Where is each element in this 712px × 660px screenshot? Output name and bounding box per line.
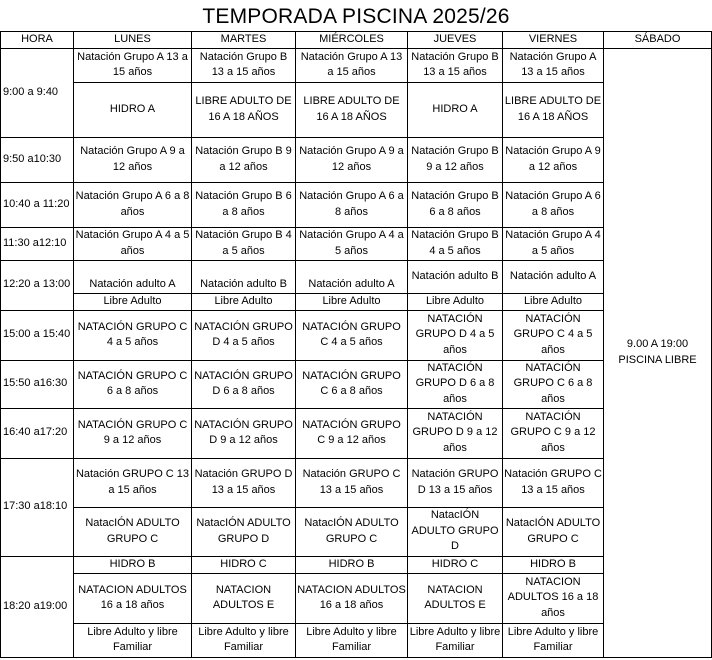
schedule-table: [0, 31, 712, 658]
schedule-cell: Natación adulto B: [408, 260, 503, 293]
hour-cell: 15:00 a 15:40: [1, 310, 74, 360]
schedule-cell: NatacIÓN ADULTO GRUPO C: [296, 507, 408, 556]
schedule-cell: Natación Grupo B 4 a 5 años: [192, 227, 296, 260]
header-cell: VIERNES: [503, 32, 604, 49]
schedule-cell: Natación Grupo B 9 a 12 años: [408, 137, 503, 182]
schedule-cell: Libre Adulto y libre Familiar: [503, 623, 604, 657]
schedule-cell: Natación Grupo A 9 a 12 años: [296, 137, 408, 182]
schedule-cell: LIBRE ADULTO DE 16 A 18 AÑOS: [296, 82, 408, 137]
schedule-cell: Libre Adulto: [408, 293, 503, 310]
header-cell: MIÉRCOLES: [296, 32, 408, 49]
schedule-cell: NATACIÓN GRUPO C 6 a 8 años: [503, 360, 604, 408]
schedule-cell: NATACIÓN GRUPO D 6 a 8 años: [408, 360, 503, 408]
schedule-cell: Libre Adulto: [296, 293, 408, 310]
schedule-cell: Natación GRUPO D 13 a 15 años: [192, 458, 296, 507]
schedule-cell: Natación Grupo A 4 a 5 años: [296, 227, 408, 260]
schedule-cell: Natación Grupo A 6 a 8 años: [296, 182, 408, 227]
schedule-cell: Natación Grupo B 13 a 15 años: [192, 48, 296, 82]
schedule-cell: NATACIÓN GRUPO D 4 a 5 años: [408, 310, 503, 360]
schedule-cell: NATACIÓN GRUPO D 9 a 12 años: [408, 408, 503, 458]
schedule-cell: NATACIÓN GRUPO C 9 a 12 años: [296, 408, 408, 458]
schedule-cell: NATACIÓN GRUPO D 4 a 5 años: [192, 310, 296, 360]
schedule-cell: Natación Grupo A 9 a 12 años: [503, 137, 604, 182]
schedule-cell: Libre Adulto: [74, 293, 192, 310]
header-row: [1, 32, 712, 49]
table-row: [1, 48, 712, 82]
hour-cell: 16:40 a17:20: [1, 408, 74, 458]
schedule-cell: HIDRO B: [296, 556, 408, 573]
schedule-cell: NATACIÓN GRUPO C 4 a 5 años: [503, 310, 604, 360]
schedule-cell: Natación adulto A: [503, 260, 604, 293]
schedule-cell: LIBRE ADULTO DE 16 A 18 AÑOS: [503, 82, 604, 137]
schedule-cell: Natación GRUPO D 13 a 15 años: [408, 458, 503, 507]
schedule-cell: HIDRO C: [192, 556, 296, 573]
schedule-cell: Natación Grupo B 6 a 8 años: [192, 182, 296, 227]
header-cell: SÁBADO: [604, 32, 712, 49]
hour-cell: 12:20 a 13:00: [1, 260, 74, 310]
schedule-cell: NATACION ADULTOS E: [408, 573, 503, 623]
schedule-cell: NATACIÓN GRUPO C 9 a 12 años: [503, 408, 604, 458]
header-cell: LUNES: [74, 32, 192, 49]
schedule-cell: Natación adulto B: [192, 260, 296, 293]
schedule-cell: NatacIÓN ADULTO GRUPO D: [192, 507, 296, 556]
schedule-cell: Libre Adulto: [192, 293, 296, 310]
schedule-cell: Natación Grupo A 13 a 15 años: [503, 48, 604, 82]
hour-cell: 10:40 a 11:20: [1, 182, 74, 227]
schedule-cell: Natación adulto A: [296, 260, 408, 293]
header-cell: MARTES: [192, 32, 296, 49]
schedule-cell: Natación Grupo A 13 a 15 años: [296, 48, 408, 82]
schedule-cell: NATACIÓN GRUPO D 9 a 12 años: [192, 408, 296, 458]
schedule-cell: NatacIÓN ADULTO GRUPO C: [74, 507, 192, 556]
schedule-cell: Natación Grupo B 13 a 15 años: [408, 48, 503, 82]
schedule-cell: Natación Grupo B 9 a 12 años: [192, 137, 296, 182]
schedule-cell: HIDRO B: [74, 556, 192, 573]
saturday-cell: 9.00 A 19:00 PISCINA LIBRE: [604, 48, 712, 657]
schedule-cell: Natación Grupo A 6 a 8 años: [74, 182, 192, 227]
schedule-cell: NATACIÓN GRUPO C 6 a 8 años: [296, 360, 408, 408]
schedule-cell: Natación Grupo B 4 a 5 años: [408, 227, 503, 260]
schedule-cell: Libre Adulto y libre Familiar: [408, 623, 503, 657]
schedule-cell: Natación GRUPO C 13 a 15 años: [296, 458, 408, 507]
schedule-cell: Natación Grupo A 4 a 5 años: [74, 227, 192, 260]
schedule-cell: HIDRO C: [408, 556, 503, 573]
schedule-cell: Natación Grupo A 4 a 5 años: [503, 227, 604, 260]
schedule-cell: Libre Adulto y libre Familiar: [74, 623, 192, 657]
schedule-cell: Libre Adulto: [503, 293, 604, 310]
schedule-cell: Libre Adulto y libre Familiar: [296, 623, 408, 657]
schedule-cell: NATACION ADULTOS 16 a 18 años: [503, 573, 604, 623]
schedule-cell: NATACIÓN GRUPO C 4 a 5 años: [74, 310, 192, 360]
schedule-cell: HIDRO A: [408, 82, 503, 137]
schedule-cell: Libre Adulto y libre Familiar: [192, 623, 296, 657]
schedule-cell: Natación Grupo A 13 a 15 años: [74, 48, 192, 82]
hour-cell: 15:50 a16:30: [1, 360, 74, 408]
page-title: TEMPORADA PISCINA 2025/26: [202, 5, 510, 28]
schedule-cell: NATACION ADULTOS 16 a 18 años: [74, 573, 192, 623]
schedule-cell: Natación Grupo B 6 a 8 años: [408, 182, 503, 227]
schedule-cell: NatacIÓN ADULTO GRUPO C: [503, 507, 604, 556]
schedule-cell: Natación GRUPO C 13 a 15 años: [74, 458, 192, 507]
header-cell: JUEVES: [408, 32, 503, 49]
schedule-cell: Natación GRUPO C 13 a 15 años: [503, 458, 604, 507]
header-cell: HORA: [1, 32, 74, 49]
schedule-cell: NATACIÓN GRUPO C 4 a 5 años: [296, 310, 408, 360]
schedule-cell: HIDRO A: [74, 82, 192, 137]
hour-cell: 9:50 a10:30: [1, 137, 74, 182]
hour-cell: 18:20 a19:00: [1, 556, 74, 657]
schedule-cell: NATACIÓN GRUPO C 9 a 12 años: [74, 408, 192, 458]
schedule-cell: Natación Grupo A 6 a 8 años: [503, 182, 604, 227]
hour-cell: 11:30 a12:10: [1, 227, 74, 260]
schedule-cell: Natación Grupo A 9 a 12 años: [74, 137, 192, 182]
schedule-cell: NATACIÓN GRUPO C 6 a 8 años: [74, 360, 192, 408]
schedule-cell: NATACION ADULTOS E: [192, 573, 296, 623]
schedule-cell: LIBRE ADULTO DE 16 A 18 AÑOS: [192, 82, 296, 137]
schedule-cell: NatacIÓN ADULTO GRUPO D: [408, 507, 503, 556]
schedule-cell: NATACIÓN GRUPO D 6 a 8 años: [192, 360, 296, 408]
schedule-cell: Natación adulto A: [74, 260, 192, 293]
hour-cell: 9:00 a 9:40: [1, 48, 74, 137]
schedule-cell: HIDRO B: [503, 556, 604, 573]
schedule-cell: NATACION ADULTOS 16 a 18 años: [296, 573, 408, 623]
hour-cell: 17:30 a18:10: [1, 458, 74, 556]
